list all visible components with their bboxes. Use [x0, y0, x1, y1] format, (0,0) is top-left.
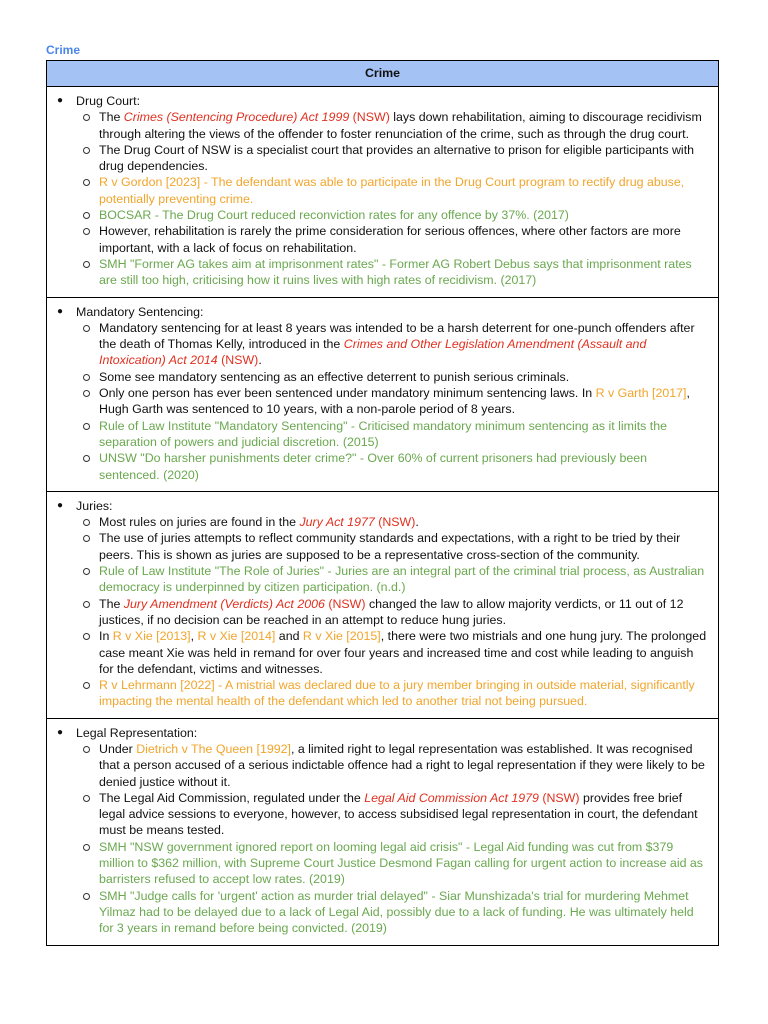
- hollow-bullet-icon: [83, 179, 90, 186]
- jurisdiction-tag: (NSW): [349, 110, 390, 125]
- hollow-bullet-icon: [83, 261, 90, 268]
- sub-list: [54, 741, 710, 937]
- source-citation: SMH "NSW government ignored report on looming legal aid crisis" - Legal Aid funding was cut from $379 million to $362 million, with Supreme Court Justice Desmond Fagan calling for urgent action to increase aid as barristers refused to accept low rates. (2019): [99, 839, 704, 887]
- item-text: Under: [99, 741, 137, 756]
- hollow-bullet-icon: [83, 601, 90, 608]
- item-text: changed the law to allow majority verdicts, or 11 out of 12 justices, if no decision can be reached in an attempt to reduce hung juries.: [99, 596, 684, 627]
- case-citation: Dietrich v The Queen [1992]: [136, 741, 291, 756]
- list-item: [54, 450, 710, 483]
- list-item: [54, 320, 710, 369]
- item-text: The Legal Aid Commission, regulated under the: [99, 790, 365, 805]
- hollow-bullet-icon: [83, 455, 90, 462]
- jurisdiction-tag: (NSW): [538, 790, 580, 805]
- list-item: [54, 790, 710, 839]
- list-item: [54, 418, 710, 451]
- document-heading: Crime: [46, 43, 81, 57]
- table-header-row: [47, 61, 719, 87]
- case-citation: R v Xie [2013]: [112, 629, 191, 644]
- source-citation: BOCSAR - The Drug Court reduced reconviction rates for any offence by 37%. (2017): [99, 208, 569, 223]
- hollow-bullet-icon: [83, 633, 90, 640]
- section-title: Drug Court:: [76, 94, 141, 108]
- section-cell: [47, 718, 719, 945]
- source-citation: SMH "Former AG takes aim at imprisonment rates" - Former AG Robert Debus says that imprisonment rates are still too high, criticising how it ruins lives with high rates of recidivism. (2017): [99, 256, 692, 288]
- hollow-bullet-icon: [83, 893, 90, 900]
- section-cell: [47, 87, 719, 298]
- table-header-cell: Crime: [47, 61, 719, 87]
- section-cell: [47, 297, 719, 491]
- list-item: [54, 142, 710, 175]
- crime-table: [46, 60, 719, 946]
- legislation-name: Jury Act 1977: [299, 515, 375, 530]
- list-item: [54, 677, 710, 710]
- sub-list: [54, 109, 710, 288]
- item-text: The use of juries attempts to reflect community standards and expectations, with a right to be tried by their peers. This is shown as juries are supposed to be a representative cross-section of the community.: [99, 531, 681, 562]
- filled-bullet-icon: ●: [57, 499, 64, 511]
- item-text: Only one person has ever been sentenced under mandatory minimum sentencing laws. In: [99, 386, 596, 401]
- hollow-bullet-icon: [83, 682, 90, 689]
- case-citation: R v Lehrmann [2022] - A mistrial was declared due to a jury member bringing in outside material, significantly impacting the mental health of the defendant which led to another trial not being pursued.: [99, 678, 695, 709]
- section-title-item: [54, 304, 710, 320]
- hollow-bullet-icon: [83, 795, 90, 802]
- section-title-item: [54, 93, 710, 109]
- item-text: The: [99, 596, 124, 611]
- legislation-name: Crimes (Sentencing Procedure) Act 1999: [123, 110, 350, 125]
- case-citation: R v Xie [2014]: [197, 629, 276, 644]
- list-item: [54, 207, 710, 223]
- section-cell: [47, 491, 719, 718]
- hollow-bullet-icon: [83, 746, 90, 753]
- list-item: [54, 174, 710, 207]
- item-text: , Hugh Garth was sentenced to 10 years, with a non-parole period of 8 years.: [99, 386, 690, 417]
- legislation-name: Legal Aid Commission Act 1979: [364, 790, 539, 805]
- sub-list: [54, 514, 710, 710]
- list-item: [54, 385, 710, 418]
- jurisdiction-tag: (NSW): [324, 596, 366, 611]
- item-text: The Drug Court of NSW is a specialist court that provides an alternative to prison for eligible participants with drug dependencies.: [99, 142, 695, 174]
- source-citation: Rule of Law Institute "Mandatory Sentencing" - Criticised mandatory minimum sentencing as it limits the separation of powers and judicial discretion. (2015): [99, 418, 667, 449]
- source-citation: UNSW "Do harsher punishments deter crime?" - Over 60% of current prisoners had previously been sentenced. (2020): [99, 451, 648, 482]
- list-item: [54, 514, 710, 530]
- hollow-bullet-icon: [83, 568, 90, 575]
- hollow-bullet-icon: [83, 212, 90, 219]
- item-text: , there were two mistrials and one hung jury. The prolonged case meant Xie was held in remand for over four years and increased time and cost while leading to anguish for the defendant, victims and witnesses.: [99, 629, 707, 676]
- list-item: [54, 369, 710, 385]
- hollow-bullet-icon: [83, 519, 90, 526]
- legislation-name: Jury Amendment (Verdicts) Act 2006: [123, 596, 325, 611]
- hollow-bullet-icon: [83, 844, 90, 851]
- list-item: [54, 628, 710, 677]
- legislation-name: Crimes and Other Legislation Amendment (Assault and Intoxication) Act 2014: [99, 337, 647, 368]
- section-row: [47, 297, 719, 491]
- section-row: [47, 87, 719, 298]
- item-text: .: [258, 353, 262, 368]
- filled-bullet-icon: ●: [57, 726, 64, 738]
- filled-bullet-icon: ●: [57, 305, 64, 317]
- item-text: Most rules on juries are found in the: [99, 515, 300, 530]
- item-text: lays down rehabilitation, aiming to discourage recidivism through altering the views of the offender to foster renunciation of the crime, such as through the drug court.: [99, 110, 702, 141]
- section-title-item: [54, 725, 710, 741]
- jurisdiction-tag: (NSW): [374, 515, 416, 530]
- item-text: provides free brief legal advice sessions to everyone, however, to access subsidised legal representation in court, the defendant must be means tested.: [99, 790, 698, 838]
- item-text: In: [99, 629, 113, 644]
- list-item: [54, 596, 710, 629]
- item-text: The: [99, 110, 124, 125]
- section-row: [47, 718, 719, 945]
- list-item: [54, 223, 710, 256]
- item-text: Some see mandatory sentencing as an effective deterrent to punish serious criminals.: [99, 369, 570, 384]
- hollow-bullet-icon: [83, 228, 90, 235]
- case-citation: R v Xie [2015]: [302, 629, 381, 644]
- list-item: [54, 256, 710, 289]
- list-item: [54, 741, 710, 790]
- list-item: [54, 563, 710, 596]
- hollow-bullet-icon: [83, 535, 90, 542]
- source-citation: SMH "Judge calls for 'urgent' action as murder trial delayed" - Siar Munshizada's trial for murdering Mehmet Yilmaz had to be delayed due to a lack of Legal Aid, possibly due to a lack of funding. He was ultimately held for 3 years in remand before being convicted. (2019): [99, 888, 694, 936]
- case-citation: R v Gordon [2023] - The defendant was able to participate in the Drug Court program to rectify drug abuse, potentially preventing crime.: [99, 175, 685, 206]
- list-item: [54, 109, 710, 142]
- source-citation: Rule of Law Institute "The Role of Juries" - Juries are an integral part of the criminal trial process, as Australian democracy is underpinned by citizen participation. (n.d.): [99, 564, 705, 595]
- item-text: ,: [190, 629, 198, 644]
- item-text: , a limited right to legal representation was established. It was recognised that a person accused of a serious indictable offence had a right to legal representation if they were likely to be denied justice without it.: [99, 741, 705, 789]
- jurisdiction-tag: (NSW): [217, 353, 259, 368]
- item-text: .: [415, 515, 419, 530]
- section-title: Mandatory Sentencing:: [76, 304, 204, 319]
- list-item: [54, 888, 710, 937]
- hollow-bullet-icon: [83, 325, 90, 332]
- item-text: and: [275, 629, 303, 644]
- filled-bullet-icon: ●: [57, 95, 64, 106]
- section-row: [47, 491, 719, 718]
- hollow-bullet-icon: [83, 390, 90, 397]
- item-text: Mandatory sentencing for at least 8 years was intended to be a harsh deterrent for one-punch offenders after the death of Thomas Kelly, introduced in the: [99, 320, 695, 352]
- list-item: [54, 839, 710, 888]
- hollow-bullet-icon: [83, 147, 90, 154]
- section-title-item: [54, 498, 710, 514]
- section-title: Legal Representation:: [76, 725, 198, 740]
- table-body: [47, 87, 719, 946]
- hollow-bullet-icon: [83, 114, 90, 121]
- hollow-bullet-icon: [83, 423, 90, 430]
- hollow-bullet-icon: [83, 374, 90, 381]
- list-item: [54, 530, 710, 563]
- section-title: Juries:: [76, 498, 113, 513]
- sub-list: [54, 320, 710, 483]
- case-citation: R v Garth [2017]: [595, 386, 687, 401]
- item-text: However, rehabilitation is rarely the prime consideration for serious offences, where other factors are more important, with a lack of focus on rehabilitation.: [99, 224, 681, 255]
